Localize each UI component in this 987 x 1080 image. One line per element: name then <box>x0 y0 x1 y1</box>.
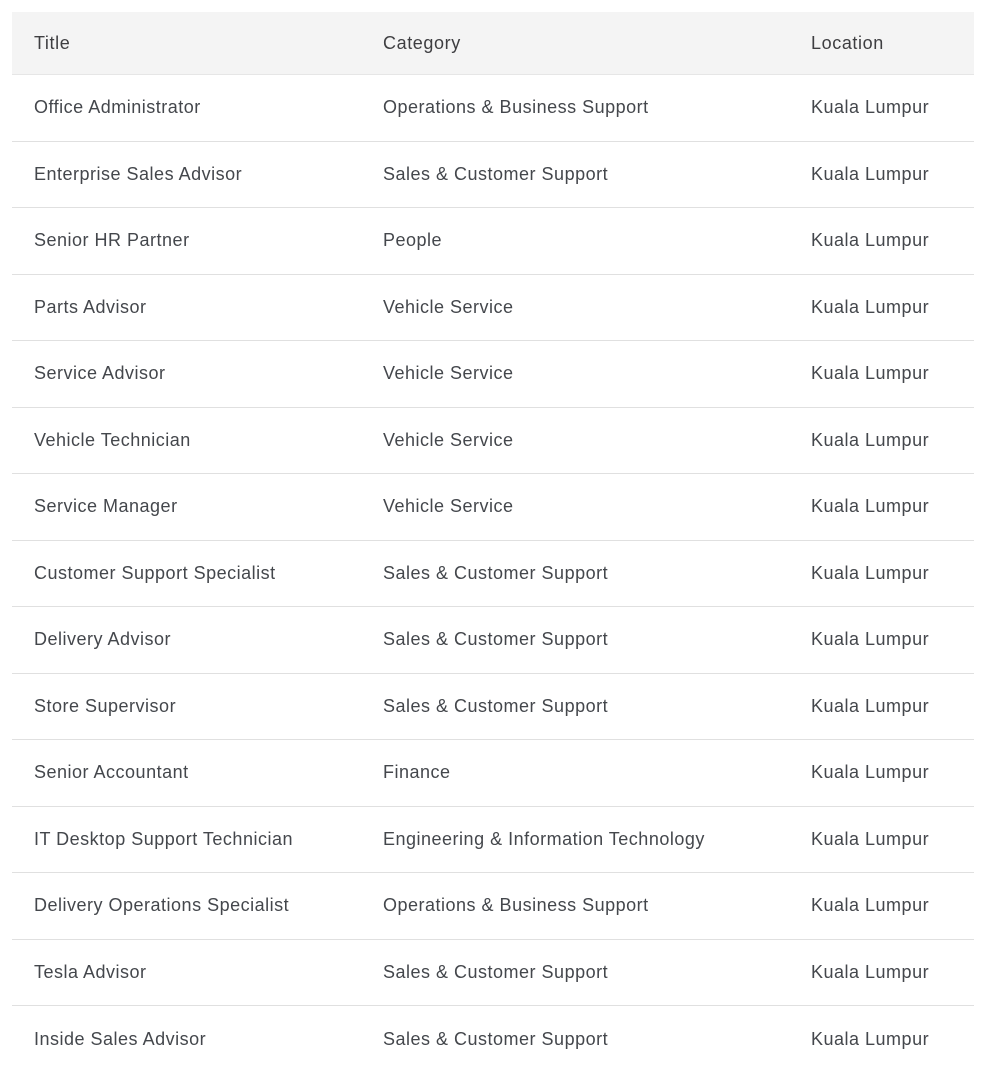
job-title-link[interactable]: Parts Advisor <box>34 296 147 317</box>
job-location: Kuala Lumpur <box>811 895 930 916</box>
column-header-title: Title <box>34 32 71 53</box>
job-location: Kuala Lumpur <box>811 762 930 783</box>
table-row <box>12 275 974 342</box>
job-title-link[interactable]: Office Administrator <box>34 97 201 118</box>
table-row <box>12 142 974 209</box>
table-row <box>12 474 974 541</box>
job-location: Kuala Lumpur <box>811 695 930 716</box>
job-category: Sales & Customer Support <box>383 629 609 650</box>
job-location: Kuala Lumpur <box>811 562 930 583</box>
job-title-link[interactable]: Senior HR Partner <box>34 230 190 251</box>
job-location: Kuala Lumpur <box>811 629 930 650</box>
job-title-link[interactable]: Enterprise Sales Advisor <box>34 163 243 184</box>
job-title-link[interactable]: Delivery Operations Specialist <box>34 895 290 916</box>
job-location: Kuala Lumpur <box>811 961 930 982</box>
job-category: Sales & Customer Support <box>383 562 609 583</box>
job-title-link[interactable]: Service Manager <box>34 496 178 517</box>
job-category: Operations & Business Support <box>383 895 649 916</box>
table-row <box>12 807 974 874</box>
table-body <box>12 75 974 1073</box>
job-location: Kuala Lumpur <box>811 1028 930 1049</box>
table-row <box>12 408 974 475</box>
job-category: Sales & Customer Support <box>383 1028 609 1049</box>
table-row <box>12 607 974 674</box>
job-title-cell <box>12 363 383 384</box>
job-category: Vehicle Service <box>383 363 514 384</box>
job-title-link[interactable]: Customer Support Specialist <box>34 562 276 583</box>
job-title-cell <box>12 230 383 251</box>
table-row <box>12 75 974 142</box>
job-location: Kuala Lumpur <box>811 363 930 384</box>
table-row <box>12 341 974 408</box>
job-category: Sales & Customer Support <box>383 163 609 184</box>
job-title-cell <box>12 164 383 185</box>
job-category: Sales & Customer Support <box>383 695 609 716</box>
job-title-cell <box>12 696 383 717</box>
job-category: Sales & Customer Support <box>383 961 609 982</box>
job-title-link[interactable]: Tesla Advisor <box>34 961 147 982</box>
job-location: Kuala Lumpur <box>811 230 930 251</box>
table-row <box>12 541 974 608</box>
table-row <box>12 1006 974 1073</box>
job-title-link[interactable]: Service Advisor <box>34 363 166 384</box>
job-title-cell <box>12 496 383 517</box>
job-title-cell <box>12 97 383 118</box>
job-title-cell <box>12 1029 383 1050</box>
table-row <box>12 674 974 741</box>
job-title-cell <box>12 297 383 318</box>
job-title-link[interactable]: Store Supervisor <box>34 695 177 716</box>
column-header-category: Category <box>383 32 461 53</box>
job-title-cell <box>12 762 383 783</box>
job-title-link[interactable]: Vehicle Technician <box>34 429 191 450</box>
table-row <box>12 940 974 1007</box>
job-category: Vehicle Service <box>383 429 514 450</box>
job-category: Finance <box>383 762 451 783</box>
job-location: Kuala Lumpur <box>811 163 930 184</box>
job-location: Kuala Lumpur <box>811 97 930 118</box>
job-title-link[interactable]: Delivery Advisor <box>34 629 172 650</box>
job-title-cell <box>12 563 383 584</box>
job-title-cell <box>12 629 383 650</box>
job-title-cell <box>12 829 383 850</box>
table-row <box>12 208 974 275</box>
job-category: Vehicle Service <box>383 296 514 317</box>
table-row <box>12 873 974 940</box>
column-header-location: Location <box>811 32 884 53</box>
job-category: Engineering & Information Technology <box>383 828 705 849</box>
job-location: Kuala Lumpur <box>811 496 930 517</box>
job-title-cell <box>12 430 383 451</box>
job-title-link[interactable]: IT Desktop Support Technician <box>34 828 293 849</box>
job-category: Operations & Business Support <box>383 97 649 118</box>
job-title-cell <box>12 895 383 916</box>
table-header-row <box>12 12 974 75</box>
job-location: Kuala Lumpur <box>811 296 930 317</box>
job-location: Kuala Lumpur <box>811 429 930 450</box>
job-title-link[interactable]: Inside Sales Advisor <box>34 1028 207 1049</box>
job-title-cell <box>12 962 383 983</box>
job-location: Kuala Lumpur <box>811 828 930 849</box>
job-listings-table <box>12 12 974 1073</box>
table-row <box>12 740 974 807</box>
job-title-link[interactable]: Senior Accountant <box>34 762 189 783</box>
job-category: Vehicle Service <box>383 496 514 517</box>
job-category: People <box>383 230 443 251</box>
